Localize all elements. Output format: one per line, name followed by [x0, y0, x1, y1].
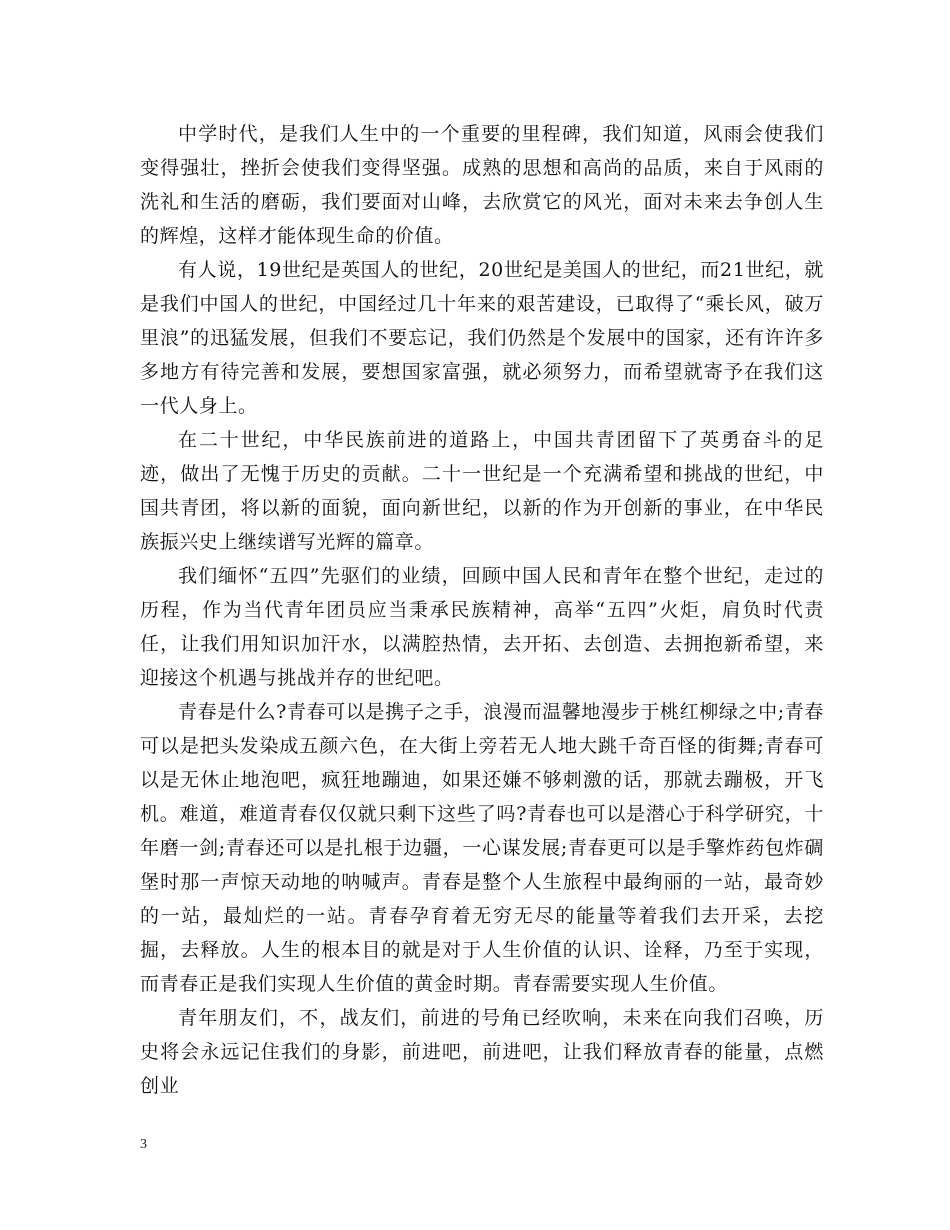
paragraph-1: 中学时代，是我们人生中的一个重要的里程碑，我们知道，风雨会使我们变得强壮，挫折会使我们变得坚强。成熟的思想和高尚的品质，来自于风雨的洗礼和生活的磨砺，我们要面对山峰，去欣赏它的风光，面对未来去争创人生的辉煌，这样才能体现生命的价值。: [140, 123, 824, 247]
paragraph-6: 青年朋友们，不，战友们，前进的号角已经吹响，未来在向我们召唤，历史将会永远记住我们的身影，前进吧，前进吧，让我们释放青春的能量，点燃创业: [140, 1007, 824, 1097]
paragraph-5: 青春是什么?青春可以是携子之手，浪漫而温馨地漫步于桃红柳绿之中;青春可以是把头发染成五颜六色，在大街上旁若无人地大跳千奇百怪的街舞;青春可以是无休止地泡吧，疯狂地蹦迪，如果还嫌不够刺激的话，那就去蹦极，开飞机。难道，难道青春仅仅就只剩下这些了吗?青春也可以是潜心于科学研究，十年磨一剑;青春还可以是扎根于边疆，一心谋发展;青春更可以是手擎炸药包炸碉堡时那一声惊天动地的呐喊声。青春是整个人生旅程中最绚丽的一站，最奇妙的一站，最灿烂的一站。青春孕育着无穷无尽的能量等着我们去开采，去挖掘，去释放。人生的根本目的就是对于人生价值的认识、诠释，乃至于实现，而青春正是我们实现人生价值的黄金时期。青春需要实现人生价值。: [140, 701, 824, 995]
body-text: [140, 117, 824, 1103]
paragraph-2: 有人说，19世纪是英国人的世纪，20世纪是美国人的世纪，而21世纪，就是我们中国人的世纪，中国经过几十年来的艰苦建设，已取得了“乘长风，破万里浪”的迅猛发展，但我们不要忘记，我们仍然是个发展中的国家，还有许许多多地方有待完善和发展，要想国家富强，就必须努力，而希望就寄予在我们这一代人身上。: [140, 259, 824, 417]
page-number: 3: [140, 1137, 147, 1152]
paragraph-4: 我们缅怀“五四”先驱们的业绩，回顾中国人民和青年在整个世纪，走过的历程，作为当代青年团员应当秉承民族精神，高举“五四”火炬，肩负时代责任，让我们用知识加汗水，以满腔热情，去开拓、去创造、去拥抱新希望，来迎接这个机遇与挑战并存的世纪吧。: [140, 565, 824, 689]
paragraph-3: 在二十世纪，中华民族前进的道路上，中国共青团留下了英勇奋斗的足迹，做出了无愧于历史的贡献。二十一世纪是一个充满希望和挑战的世纪，中国共青团，将以新的面貌，面向新世纪，以新的作为开创新的事业，在中华民族振兴史上继续谱写光辉的篇章。: [140, 429, 824, 553]
